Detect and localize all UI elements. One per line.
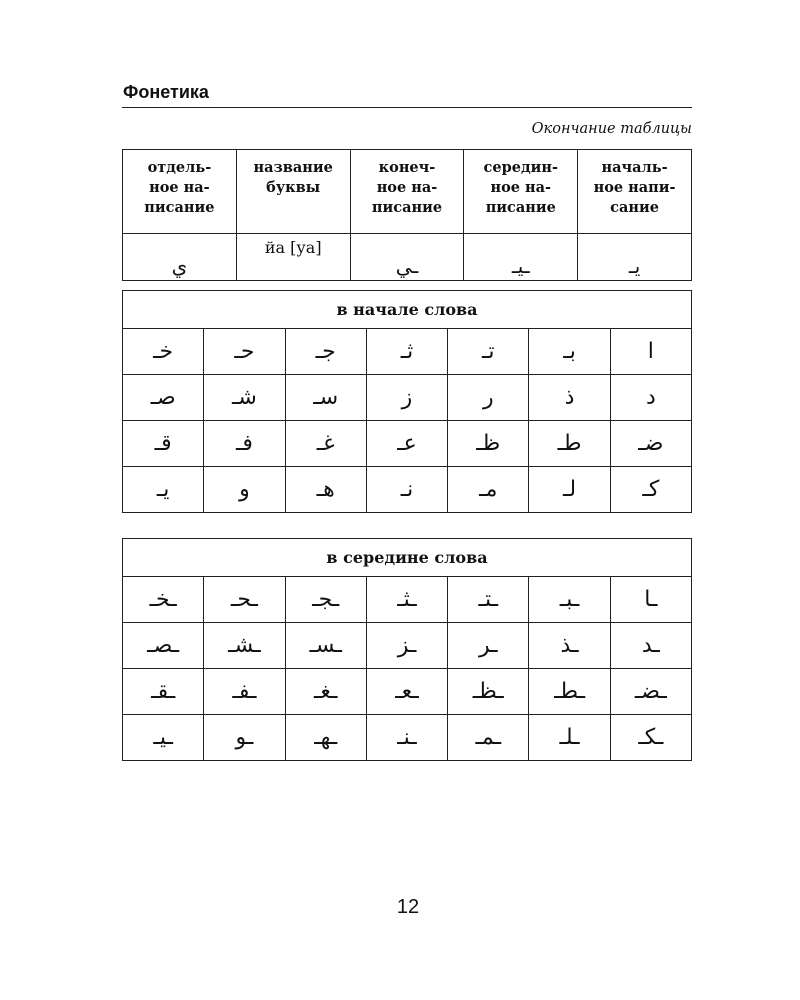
table-row	[123, 715, 692, 761]
header-line: началь-	[601, 159, 668, 176]
letter-cell: ـبـ	[529, 577, 610, 623]
table-row	[123, 623, 692, 669]
header-divider	[122, 107, 692, 108]
letter-cell: ـجـ	[285, 577, 366, 623]
letter-cell: ـفـ	[204, 669, 285, 715]
letter-cell: ر	[448, 375, 529, 421]
letter-cell: ثـ	[366, 329, 447, 375]
isolated-form-cell: ي	[123, 234, 237, 281]
letter-cell: نـ	[366, 467, 447, 513]
table-row	[123, 669, 692, 715]
letter-forms-table	[122, 149, 692, 281]
table-continuation-caption: Окончание таблицы	[531, 121, 692, 137]
header-isolated	[123, 150, 237, 234]
letter-cell: هـ	[285, 467, 366, 513]
letter-cell: شـ	[204, 375, 285, 421]
letter-cell: ـلـ	[529, 715, 610, 761]
letter-cell: كـ	[610, 467, 691, 513]
letter-cell: ـر	[448, 623, 529, 669]
header-line: писание	[371, 199, 443, 216]
letter-cell: ـد	[610, 623, 691, 669]
header-line: писание	[144, 199, 215, 216]
initial-forms-title: в начале слова	[123, 291, 692, 329]
header-line: буквы	[266, 179, 321, 196]
table-row	[123, 421, 692, 467]
letter-cell: قـ	[123, 421, 204, 467]
header-initial	[578, 150, 692, 234]
letter-forms-row	[123, 234, 692, 281]
letter-cell: صـ	[123, 375, 204, 421]
header-line: середин-	[483, 159, 559, 176]
letter-cell: ـكـ	[610, 715, 691, 761]
letter-cell: ـغـ	[285, 669, 366, 715]
letter-cell: حـ	[204, 329, 285, 375]
initial-form-cell: يـ	[578, 234, 692, 281]
letter-cell: ـمـ	[448, 715, 529, 761]
table-row	[123, 577, 692, 623]
letter-cell: خـ	[123, 329, 204, 375]
header-line: название	[253, 159, 333, 176]
letter-cell: مـ	[448, 467, 529, 513]
letter-cell: د	[610, 375, 691, 421]
page-number: 12	[396, 896, 420, 918]
letter-cell: ـنـ	[366, 715, 447, 761]
section-title: Фонетика	[123, 82, 209, 102]
letter-cell: ـا	[610, 577, 691, 623]
header-line: конеч-	[378, 159, 436, 176]
header-line: ное напи-	[593, 179, 676, 196]
letter-cell: ـضـ	[610, 669, 691, 715]
final-form-cell: ـي	[350, 234, 464, 281]
letter-cell: ـذ	[529, 623, 610, 669]
letter-cell: سـ	[285, 375, 366, 421]
header-line: писание	[485, 199, 556, 216]
initial-forms-table	[122, 290, 692, 513]
table-row	[123, 375, 692, 421]
header-line: ное на-	[490, 179, 552, 196]
initial-forms-title-row	[123, 291, 692, 329]
letter-name-cell: йа [уа]	[236, 234, 350, 281]
letter-cell: ـثـ	[366, 577, 447, 623]
table-row	[123, 329, 692, 375]
table-row	[123, 467, 692, 513]
letter-cell: و	[204, 467, 285, 513]
letter-cell: ـز	[366, 623, 447, 669]
letter-cell: تـ	[448, 329, 529, 375]
letter-cell: ـظـ	[448, 669, 529, 715]
medial-form-cell: ـيـ	[464, 234, 578, 281]
letter-forms-header-row	[123, 150, 692, 234]
letter-cell: ـعـ	[366, 669, 447, 715]
letter-cell: يـ	[123, 467, 204, 513]
letter-cell: ا	[610, 329, 691, 375]
letter-cell: ـخـ	[123, 577, 204, 623]
header-letter-name	[236, 150, 350, 234]
letter-cell: ضـ	[610, 421, 691, 467]
header-line: отдель-	[147, 159, 212, 176]
letter-cell: لـ	[529, 467, 610, 513]
letter-cell: ـحـ	[204, 577, 285, 623]
letter-cell: فـ	[204, 421, 285, 467]
header-line: ное на-	[376, 179, 438, 196]
letter-cell: ـتـ	[448, 577, 529, 623]
medial-forms-table	[122, 538, 692, 761]
letter-cell: طـ	[529, 421, 610, 467]
header-line: ное на-	[149, 179, 210, 196]
letter-cell: غـ	[285, 421, 366, 467]
header-line: сание	[610, 199, 659, 216]
letter-cell: ذ	[529, 375, 610, 421]
letter-cell: ـو	[204, 715, 285, 761]
letter-cell: ز	[366, 375, 447, 421]
medial-forms-title: в середине слова	[123, 539, 692, 577]
letter-cell: ـطـ	[529, 669, 610, 715]
letter-cell: ـهـ	[285, 715, 366, 761]
letter-cell: ـشـ	[204, 623, 285, 669]
medial-forms-title-row	[123, 539, 692, 577]
letter-cell: ـيـ	[123, 715, 204, 761]
header-medial	[464, 150, 578, 234]
letter-cell: عـ	[366, 421, 447, 467]
letter-cell: ـسـ	[285, 623, 366, 669]
letter-cell: جـ	[285, 329, 366, 375]
header-final	[350, 150, 464, 234]
letter-cell: ظـ	[448, 421, 529, 467]
letter-cell: بـ	[529, 329, 610, 375]
letter-cell: ـقـ	[123, 669, 204, 715]
letter-cell: ـصـ	[123, 623, 204, 669]
